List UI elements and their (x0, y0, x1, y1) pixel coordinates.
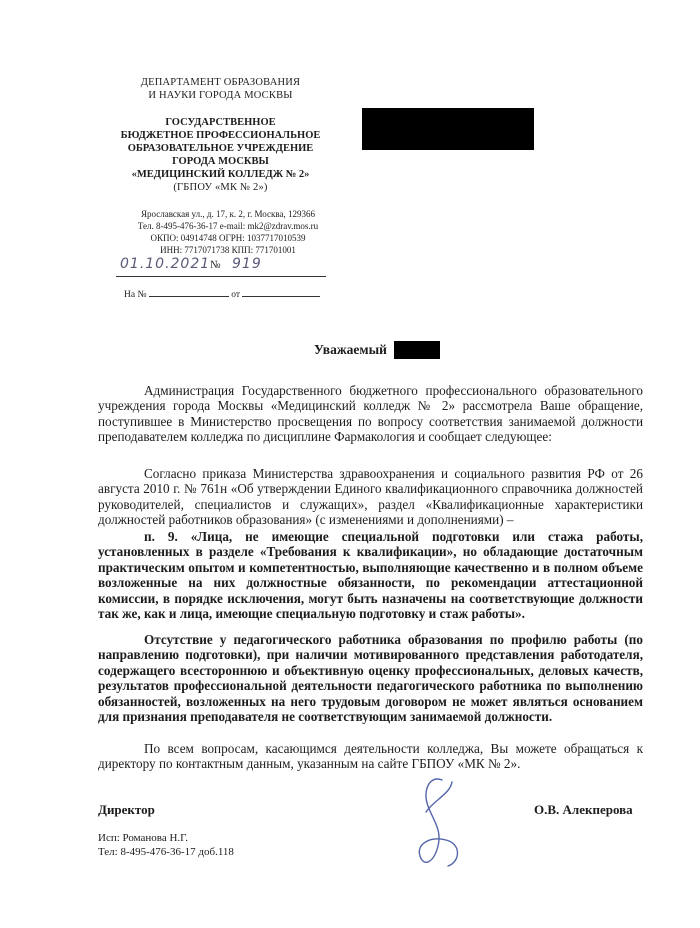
greeting (314, 342, 387, 358)
paragraph-order: Согласно приказа Министерства здравоохранения и социального развития РФ от 26 августа 2010 г. № 761н «Об утверждении Единого квалификационного справочника должностей руководителей, специалистов и служащих», раздел «Квалификационные характеристики должностей работников образования» (с изменениями и дополнениями) – (98, 466, 643, 528)
paragraph-contacts: По всем вопросам, касающимся деятельности колледжа, Вы можете обращаться к директору по контактным данным, указанным на сайте ГБПОУ «МК № 2». (98, 741, 643, 772)
handwritten-number: 919 (232, 256, 262, 272)
dept-line-2: И НАУКИ ГОРОДА МОСКВЫ (148, 90, 293, 101)
executor-phone: Тел: 8-495-476-36-17 доб.118 (98, 846, 234, 858)
signature-title: Директор (98, 802, 155, 817)
paragraph-clause-9: п. 9. «Лица, не имеющие специальной подготовки или стажа работы, установленных в разделе «Требования к квалификации», но обладающие достаточным практическим опытом и компетентностью, выполняющие качественно и в полном объеме возложенные на них должностные обязанности, по рекомендации аттестационной комиссии, в порядке исключения, могут быть назначены на соответствующие должности так же, как и лица, имеющие специальную подготовку и стаж работы». (98, 529, 643, 622)
name-redaction (394, 341, 440, 359)
org-line-2: БЮДЖЕТНОЕ ПРОФЕССИОНАЛЬНОЕ (120, 130, 321, 141)
handwritten-signature (390, 770, 500, 880)
org-line-5: «МЕДИЦИНСКИЙ КОЛЛЕДЖ № 2» (131, 169, 310, 180)
org-inn: ИНН: 7717071738 КПП: 771701001 (160, 245, 296, 255)
org-okpo: ОКПО: 04914748 ОГРН: 1037717010539 (150, 233, 306, 243)
org-short: (ГБПОУ «МК № 2») (173, 182, 268, 193)
org-contacts: Тел. 8-495-476-36-17 e-mail: mk2@zdrav.mos.ru (137, 221, 319, 231)
recipient-redaction (362, 108, 534, 150)
ref-label: На № (124, 290, 147, 300)
org-line-4: ГОРОДА МОСКВЫ (172, 156, 269, 167)
executor-info (98, 831, 234, 859)
org-address: Ярославская ул., д. 17, к. 2, г. Москва, 129366 (141, 209, 315, 219)
letterhead (118, 76, 323, 194)
greeting-text: Уважаемый (314, 342, 387, 357)
handwritten-date: 01.10.2021 (120, 256, 211, 272)
outgoing-ref: 01.10.2021 № 919 (116, 256, 326, 277)
signature-name: О.В. Алекперова (534, 802, 633, 817)
incoming-ref (124, 290, 324, 300)
paragraph-intro: Администрация Государственного бюджетного профессионального образовательного учреждения города Москвы «Медицинский колледж № 2» рассмотрела Ваше обращение, поступившее в Министерство просвещения по вопросу соответствия занимаемой должности преподавателем колледжа по дисциплине Фармакология и сообщает следующее: (98, 383, 643, 445)
org-line-3: ОБРАЗОВАТЕЛЬНОЕ УЧРЕЖДЕНИЕ (127, 143, 314, 154)
dept-line-1: ДЕПАРТАМЕНТ ОБРАЗОВАНИЯ (140, 77, 301, 88)
org-details (128, 208, 328, 256)
executor-name: Исп: Романова Н.Г. (98, 832, 189, 844)
org-line-1: ГОСУДАРСТВЕННОЕ (165, 117, 276, 128)
ref-ot: от (231, 290, 241, 300)
paragraph-no-education: Отсутствие у педагогического работника образования по профилю работы (по направлению подготовки), при наличии мотивированного представления работодателя, содержащего всестороннюю и объективную оценку профессиональных, деловых качеств, результатов профессиональной деятельности педагогического работника по выполнению обязанностей, возложенных на него трудовым договором не может являться основанием для признания преподавателя не соответствующим занимаемой должности. (98, 632, 643, 725)
